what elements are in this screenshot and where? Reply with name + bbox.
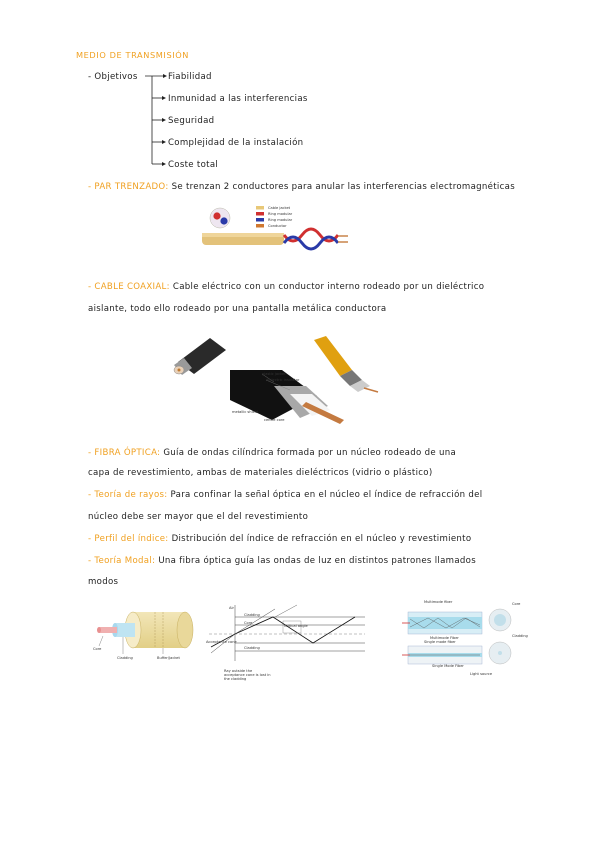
coax-label: dielectric insulator [266,378,300,382]
coax-label: metallic shield [232,410,259,414]
coaxial-image-right [312,336,382,394]
coaxial-paragraph [88,282,484,292]
fiber-cable-image [95,604,200,664]
fiber-line2: capa de revestimiento, ambas de materiales dieléctricos (vidrio o plástico) [88,468,433,478]
legend-label: Conductor [268,224,287,228]
modal-paragraph [88,556,476,566]
rays-heading: - Teoría de rayos: [88,490,168,500]
fiber-label: Core [93,647,102,651]
modes-label: Single mode fiber [424,640,456,644]
modes-label: Light source [470,672,493,676]
ray-label: Acceptance cone [206,640,237,644]
legend-swatch [256,218,264,222]
objective-item: Coste total [168,160,219,170]
modes-label: Core [512,602,521,606]
modes-label: Single Mode Fiber [432,664,464,668]
page-title: MEDIO DE TRANSMISIÓN [76,50,190,60]
objective-item: Complejidad de la instalación [168,138,304,148]
rays-paragraph [88,490,482,500]
legend-swatch [256,206,264,210]
objective-item: Seguridad [168,116,215,126]
fiber-paragraph [88,448,456,458]
ray-label: Ray outside the acceptance cone is lost in the cladding [224,669,271,681]
legend-label: Ring modular [268,218,293,222]
modal-heading: - Teoría Modal: [88,556,156,566]
legend-swatch [256,224,264,228]
ray-label: Cladding [244,646,260,650]
coaxial-line1: Cable eléctrico con un conductor interno rodeado por un dieléctrico [172,282,485,292]
modes-label: Multimode Fiber [430,636,459,640]
fiber-label: Cladding [117,656,133,660]
coaxial-image-left [170,332,230,377]
ray-label: Core [244,621,253,625]
legend-label: Cable jacket [268,206,291,210]
modes-label: Multimode fiber [424,600,453,604]
rays-line2: núcleo debe ser mayor que el del revestimiento [88,512,309,522]
legend-label: Ring modular [268,212,293,216]
rays-line1: Para confinar la señal óptica en el núcleo el índice de refracción del [170,490,483,500]
ray-label: Cladding [244,613,260,617]
profile-heading: - Perfil del índice: [88,534,169,544]
coax-label: centre core [264,418,285,422]
legend-swatch [256,212,264,216]
ray-label: Critical angle [284,624,308,628]
objectives-label: - Objetivos [88,72,138,82]
ray-label: Air [229,606,234,610]
twisted-pair-legend [268,205,292,229]
objective-item: Inmunidad a las interferencias [168,94,308,104]
twisted-pair-text: Se trenzan 2 conductores para anular las interferencias electromagnéticas [171,182,515,192]
fiber-heading: - FIBRA ÓPTICA: [88,448,161,458]
profile-text: Distribución del índice de refracción en el núcleo y revestimiento [171,534,472,544]
twisted-pair-heading: - PAR TRENZADO: [88,182,169,192]
twisted-pair-paragraph [88,182,515,192]
coax-label: plastic jacket [262,372,286,376]
coaxial-line2: aislante, todo ello rodeado por una pantalla metálica conductora [88,304,387,314]
modes-label: Cladding [512,634,528,638]
fiber-label: Buffer/Jacket [157,656,180,660]
modal-line1: Una fibra óptica guía las ondas de luz en distintos patrones llamados [158,556,477,566]
modal-line2: modos [88,577,119,587]
fiber-line1: Guía de ondas cilíndrica formada por un núcleo rodeado de una [163,448,457,458]
profile-paragraph [88,534,471,544]
objective-item: Fiabilidad [168,72,212,82]
coaxial-heading: - CABLE COAXIAL: [88,282,170,292]
